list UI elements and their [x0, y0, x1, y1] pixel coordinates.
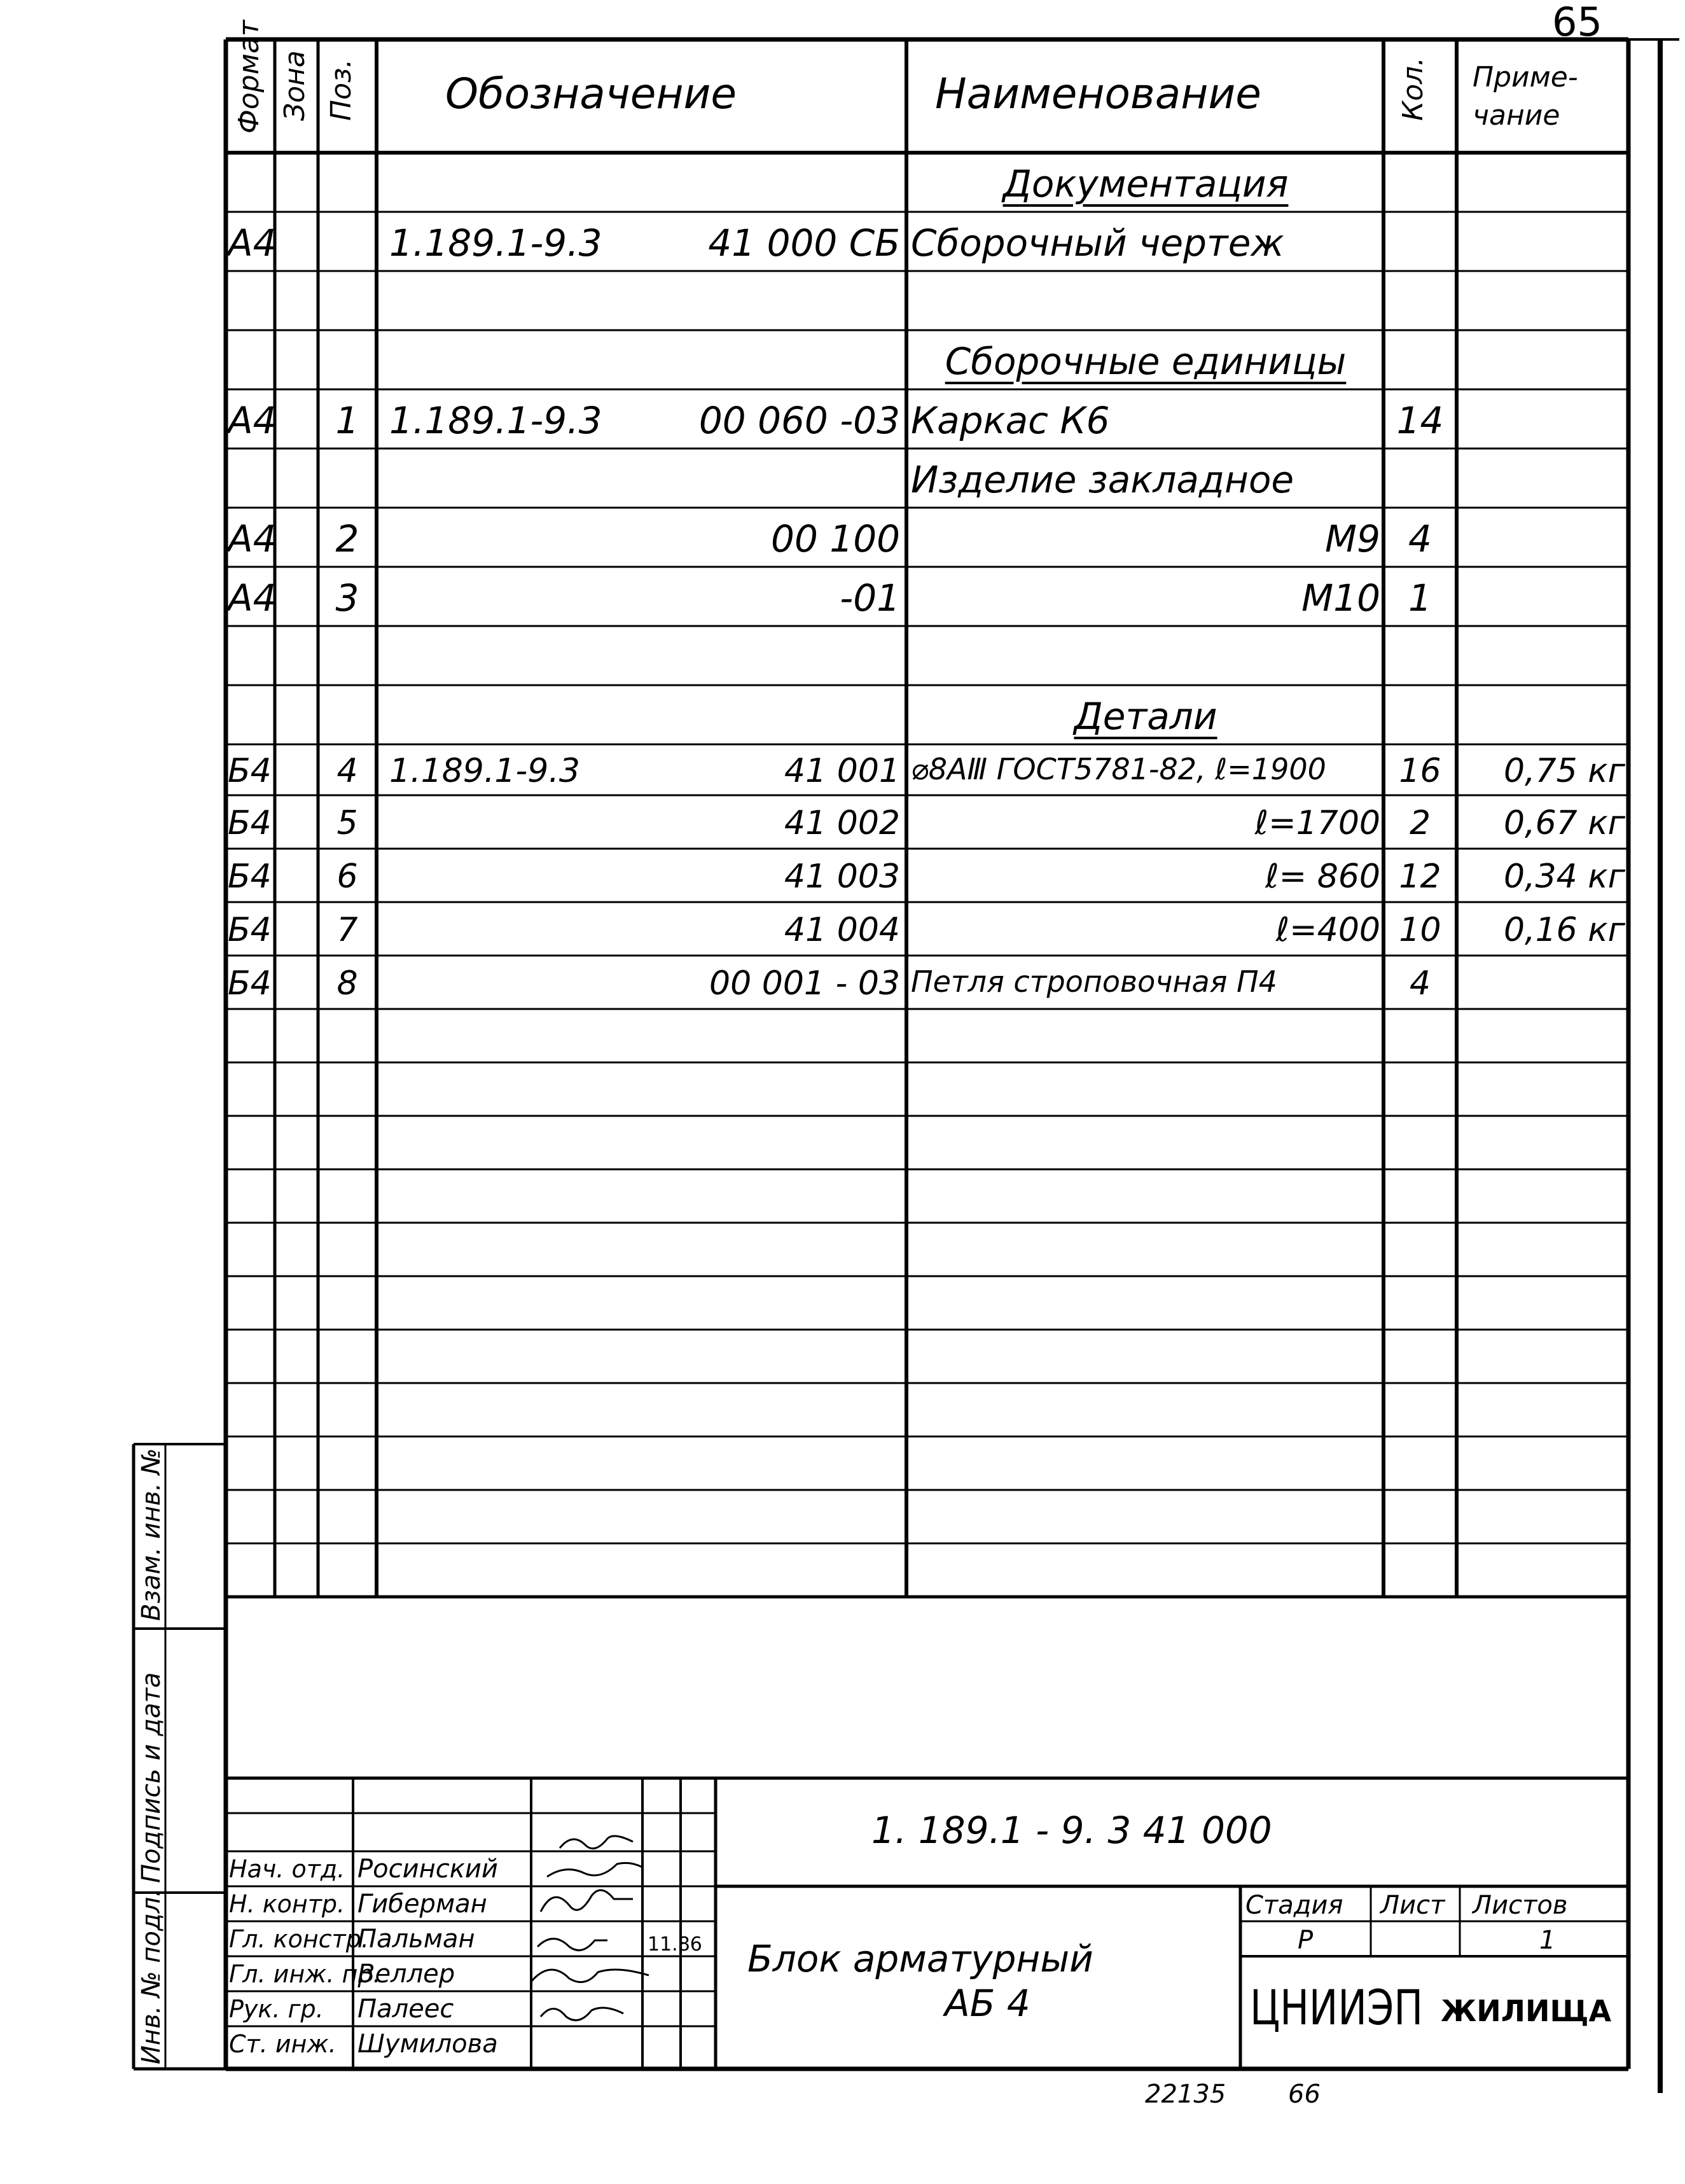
row-qty: 2: [1409, 804, 1431, 842]
approval-date: 11.86: [648, 1933, 702, 1956]
row-format: Б4: [228, 752, 272, 790]
side-label-inv-orig: Инв. № подл.: [137, 1889, 166, 2064]
row-pos: 8: [336, 964, 358, 1003]
footer-left: 22135: [1145, 2080, 1226, 2109]
row-name: Каркас К6: [911, 398, 1110, 442]
row-pos: 1: [335, 398, 359, 442]
approval-name: Пальман: [357, 1924, 475, 1954]
row-format: А4: [228, 221, 277, 265]
row-name: Детали: [1074, 694, 1217, 738]
row-name: М9: [1325, 517, 1380, 560]
doc-code: 1. 189.1 - 9. 3 41 000: [871, 1809, 1272, 1852]
row-pos: 5: [336, 804, 358, 842]
row-designation-b: 00 100: [771, 517, 900, 560]
row-designation-b: 41 003: [784, 858, 900, 896]
row-qty: 16: [1399, 752, 1441, 790]
page-number: 65: [1552, 0, 1602, 45]
approval-name: Шумилова: [357, 2029, 498, 2059]
doc-title-line1: Блок арматурный: [747, 1937, 1093, 1980]
row-name: ℓ=1700: [1254, 804, 1380, 842]
row-pos: 7: [336, 911, 358, 949]
approval-role: Гл. констр.: [229, 1925, 369, 1953]
approval-role: Рук. гр.: [229, 1995, 324, 2023]
approval-name: Веллер: [357, 1959, 455, 1989]
row-pos: 6: [336, 858, 358, 896]
row-note: 0,67 кг: [1503, 804, 1625, 842]
row-name: ℓ= 860: [1265, 858, 1380, 896]
row-qty: 4: [1409, 964, 1431, 1003]
row-note: 0,34 кг: [1503, 858, 1625, 896]
row-designation-b: -01: [840, 576, 900, 620]
row-designation-b: 41 002: [784, 804, 900, 842]
header-note-line1: Приме-: [1473, 61, 1578, 94]
sheets-label: Листов: [1473, 1891, 1568, 1920]
row-pos: 4: [336, 752, 358, 790]
header-note-line2: чание: [1473, 99, 1560, 132]
header-qty: Кол.: [1397, 57, 1429, 121]
approval-name: Палеес: [357, 1994, 454, 2024]
doc-title-line2: АБ 4: [945, 1982, 1030, 2025]
sheets-value: 1: [1539, 1926, 1556, 1955]
row-name: Сборочные единицы: [945, 339, 1347, 383]
row-format: А4: [228, 398, 277, 442]
sheet-label: Лист: [1380, 1891, 1445, 1920]
side-label-sign-date: Подпись и дата: [137, 1672, 166, 1883]
row-name: Петля строповочная П4: [911, 964, 1277, 999]
row-pos: 3: [335, 576, 359, 620]
row-format: А4: [228, 517, 277, 560]
row-designation-b: 41 000 СБ: [708, 221, 900, 265]
approval-role: Ст. инж.: [229, 2030, 336, 2058]
approval-name: Росинский: [357, 1854, 498, 1884]
approval-role: Гл. инж. пр.: [229, 1960, 381, 1988]
header-designation: Обозначение: [445, 69, 737, 118]
side-label-vzam-inv: Взам. инв. №: [137, 1448, 166, 1621]
row-name: Документация: [1002, 162, 1289, 205]
approval-name: Гиберман: [357, 1889, 487, 1919]
row-designation-a: 1.189.1-9.3: [389, 398, 602, 442]
row-name: ℓ=400: [1275, 911, 1380, 949]
row-designation-b: 00 001 - 03: [709, 964, 900, 1003]
row-format: Б4: [228, 858, 272, 896]
row-format: А4: [228, 576, 277, 620]
footer-right: 66: [1288, 2080, 1321, 2109]
row-format: Б4: [228, 804, 272, 842]
org-name: ЖИЛИЩА: [1441, 1994, 1612, 2028]
row-note: 0,16 кг: [1503, 911, 1625, 949]
row-qty: 4: [1408, 517, 1432, 560]
approval-role: Н. контр.: [229, 1890, 345, 1918]
header-zone: Зона: [279, 50, 311, 121]
row-designation-a: 1.189.1-9.3: [389, 752, 580, 790]
row-qty: 10: [1399, 911, 1441, 949]
row-name: Сборочный чертеж: [911, 221, 1284, 265]
header-pos: Поз.: [325, 59, 357, 121]
row-name: Изделие закладное: [911, 457, 1294, 501]
row-format: Б4: [228, 911, 272, 949]
row-name: М10: [1301, 576, 1380, 620]
row-designation-b: 00 060 -03: [698, 398, 900, 442]
row-qty: 1: [1408, 576, 1432, 620]
stage-value: Р: [1298, 1926, 1314, 1955]
approval-role: Нач. отд.: [229, 1855, 345, 1883]
row-format: Б4: [228, 964, 272, 1003]
row-note: 0,75 кг: [1503, 752, 1625, 790]
row-qty: 12: [1399, 858, 1441, 896]
org-logo: ЦНИИЭП: [1250, 1979, 1424, 2036]
row-pos: 2: [335, 517, 359, 560]
header-name: Наименование: [935, 69, 1261, 118]
stage-label: Стадия: [1245, 1891, 1343, 1920]
row-qty: 14: [1396, 398, 1444, 442]
row-designation-a: 1.189.1-9.3: [389, 221, 602, 265]
row-designation-b: 41 001: [784, 752, 900, 790]
header-format: Формат: [233, 20, 265, 134]
row-designation-b: 41 004: [784, 911, 900, 949]
row-name: ⌀8АⅢ ГОСТ5781-82, ℓ=1900: [911, 752, 1326, 786]
